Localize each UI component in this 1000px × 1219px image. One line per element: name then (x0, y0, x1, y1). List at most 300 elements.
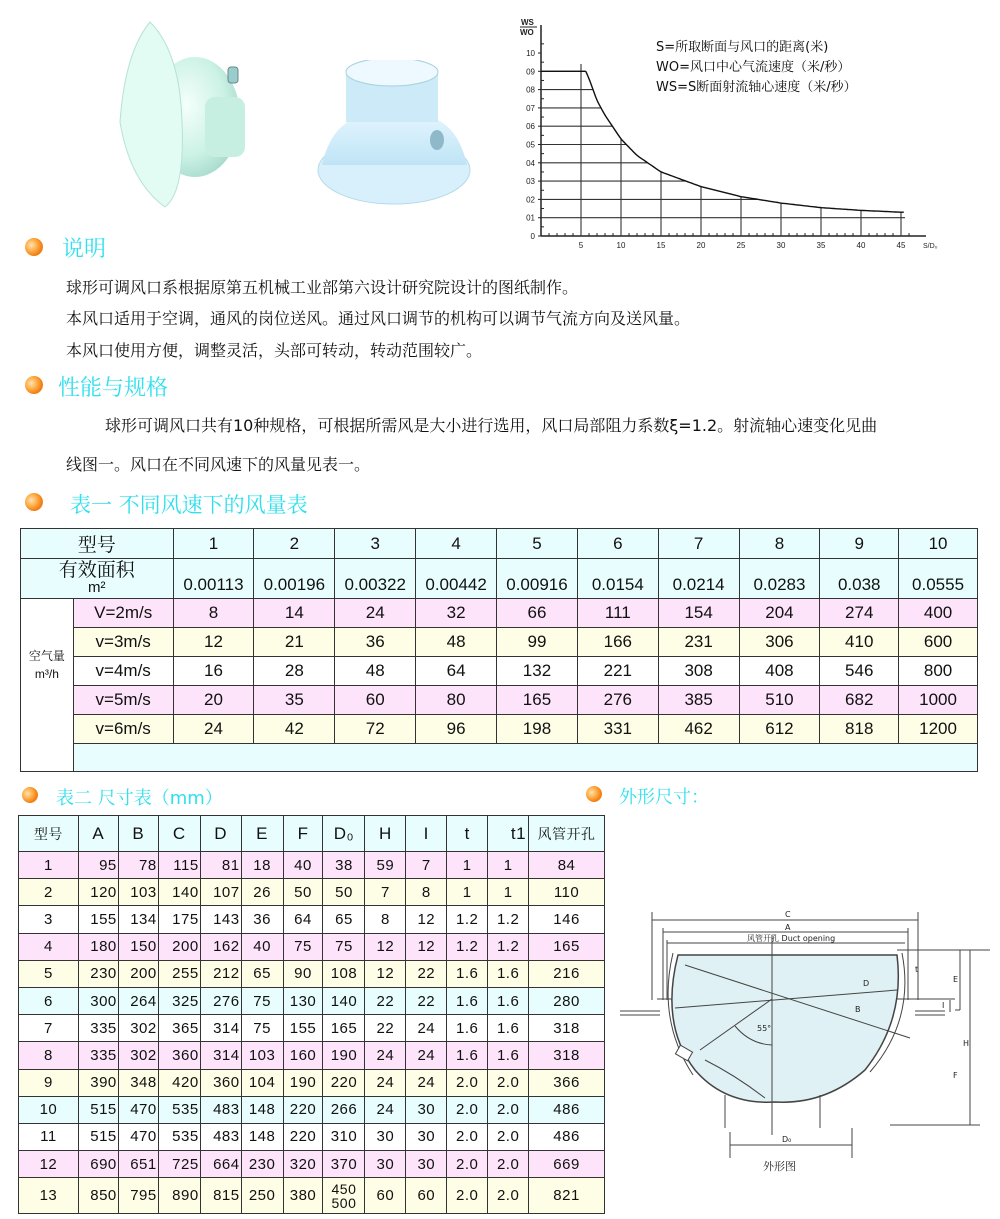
dimension-cell: 314 (200, 1042, 241, 1069)
dimension-cell: 890 (158, 1178, 200, 1214)
airflow-value-cell: 818 (820, 715, 899, 744)
diagram-title: 外形尺寸： (619, 787, 709, 808)
airflow-row (21, 628, 978, 657)
ball-vent-front-photo (312, 60, 472, 210)
dimension-row (19, 1042, 605, 1069)
dimension-cell: 651 (118, 1151, 158, 1178)
model-number-cell: 1 (173, 529, 254, 559)
airflow-row (21, 657, 978, 686)
dimension-cell: 690 (78, 1151, 118, 1178)
dimension-cell: 1 (447, 852, 488, 879)
airflow-value-cell: 166 (577, 628, 658, 657)
dimension-row (19, 852, 605, 879)
y-tick-label: 07 (526, 103, 535, 113)
dimension-cell: 107 (200, 879, 241, 906)
dimension-cell: 486 (529, 1123, 605, 1150)
x-tick-label: 30 (776, 241, 786, 250)
dimension-row (19, 1069, 605, 1096)
dimension-cell: 255 (158, 960, 200, 987)
airflow-value-cell: 36 (335, 628, 416, 657)
effective-area-cell: 0.00196 (254, 559, 335, 599)
effective-area-cell: 0.0214 (658, 559, 739, 599)
airflow-value-cell: 231 (658, 628, 739, 657)
airflow-value-cell: 35 (254, 686, 335, 715)
area-label-cell (21, 559, 174, 599)
orange-bullet-icon (25, 238, 43, 256)
dim-label-d0: D₀ (782, 1135, 792, 1144)
dimension-cell: 335 (78, 1042, 118, 1069)
dim-label-b: B (855, 1005, 861, 1014)
dimension-cell: 30 (406, 1096, 447, 1123)
drawing-caption: 外形图 (763, 1160, 796, 1173)
airflow-value-cell: 8 (173, 599, 254, 628)
dimension-cell: 1.6 (447, 1015, 488, 1042)
y-tick-label: 05 (526, 140, 535, 150)
y-tick-label: 02 (526, 195, 535, 205)
effective-area-cell: 0.0154 (577, 559, 658, 599)
dimension-row (19, 987, 605, 1014)
dimension-cell: 230 (78, 960, 118, 987)
dimension-cell: 8 (365, 906, 406, 933)
dimension-cell: 30 (406, 1123, 447, 1150)
dimension-cell: 821 (529, 1178, 605, 1214)
dimension-cell: 2.0 (488, 1151, 529, 1178)
model-number-cell: 2 (254, 529, 335, 559)
airflow-value-cell: 546 (820, 657, 899, 686)
orange-bullet-icon (586, 786, 602, 802)
model-cell: 8 (19, 1042, 79, 1069)
dimension-cell: 1.6 (447, 987, 488, 1014)
dimension-cell: 7 (365, 879, 406, 906)
dimension-cell: 1 (488, 879, 529, 906)
dimension-cell: 669 (529, 1151, 605, 1178)
airflow-value-cell: 612 (739, 715, 820, 744)
dimension-cell: 130 (283, 987, 323, 1014)
dimension-cell: 2.0 (488, 1096, 529, 1123)
dim-label-h: H (963, 1039, 970, 1048)
effective-area-cell: 0.038 (820, 559, 899, 599)
dimension-cell: 75 (323, 933, 365, 960)
y-tick-label: 08 (526, 85, 535, 95)
dimension-row (19, 879, 605, 906)
dimension-cell: 64 (283, 906, 323, 933)
dimension-cell: 216 (529, 960, 605, 987)
x-tick-label: 5 (578, 241, 584, 250)
dimension-cell: 95 (78, 852, 118, 879)
model-number-cell: 5 (497, 529, 578, 559)
airflow-value-cell: 24 (173, 715, 254, 744)
airflow-value-cell: 60 (335, 686, 416, 715)
dimension-cell: 318 (529, 1042, 605, 1069)
dimension-cell: 12 (365, 933, 406, 960)
x-tick-label: 40 (856, 241, 866, 250)
dim-label-f: F (953, 1071, 958, 1080)
column-header: 型号 (19, 816, 79, 852)
dimension-cell: 2.0 (447, 1178, 488, 1214)
dimension-cell: 280 (529, 987, 605, 1014)
model-cell: 9 (19, 1069, 79, 1096)
dimension-cell: 110 (529, 879, 605, 906)
y-tick-label: 06 (526, 122, 535, 132)
dimension-cell: 140 (158, 879, 200, 906)
airflow-value-cell: 221 (577, 657, 658, 686)
dimension-cell: 483 (200, 1096, 241, 1123)
dimension-cell: 1.6 (488, 987, 529, 1014)
dim-label-c: C (785, 910, 791, 919)
dimension-cell: 420 (158, 1069, 200, 1096)
column-header: C (158, 816, 200, 852)
dimension-cell: 155 (283, 1015, 323, 1042)
dimension-cell: 160 (283, 1042, 323, 1069)
dimension-cell: 40 (283, 852, 323, 879)
dimension-cell: 148 (241, 1123, 283, 1150)
dim-label-duct-opening: 风管开孔 Duct opening (747, 934, 836, 943)
orange-bullet-icon (25, 493, 43, 511)
dimension-cell: 470 (118, 1123, 158, 1150)
dimension-cell: 162 (200, 933, 241, 960)
y-tick-label: 09 (526, 67, 535, 77)
dimension-cell: 1.2 (488, 906, 529, 933)
dimension-cell: 24 (365, 1069, 406, 1096)
dimension-cell: 65 (323, 906, 365, 933)
airflow-value-cell: 800 (899, 657, 978, 686)
dimension-cell: 148 (241, 1096, 283, 1123)
y-tick-label: 10 (526, 49, 535, 58)
dimension-cell: 795 (118, 1178, 158, 1214)
dimension-cell: 75 (241, 1015, 283, 1042)
table1-blank-row (21, 744, 978, 772)
table2-header-row (19, 816, 605, 852)
chart-legend-s: S=所取断面与风口的距离(米) (656, 40, 829, 55)
dimension-cell: 535 (158, 1123, 200, 1150)
airflow-value-cell: 80 (416, 686, 497, 715)
dimension-cell: 220 (283, 1123, 323, 1150)
dimension-cell: 450 500 (323, 1178, 365, 1214)
dimension-cell: 81 (200, 852, 241, 879)
effective-area-cell: 0.00113 (173, 559, 254, 599)
dimension-cell: 200 (118, 960, 158, 987)
dim-label-i: I (942, 1001, 945, 1010)
dimension-row (19, 1096, 605, 1123)
dimension-cell: 320 (283, 1151, 323, 1178)
dimension-cell: 65 (241, 960, 283, 987)
dimension-cell: 75 (283, 933, 323, 960)
effective-area-cell: 0.00322 (335, 559, 416, 599)
airflow-value-cell: 198 (497, 715, 578, 744)
dimension-cell: 120 (78, 879, 118, 906)
dimension-cell: 2.0 (447, 1096, 488, 1123)
y-tick-label: 0 (530, 232, 535, 241)
airflow-value-cell: 28 (254, 657, 335, 686)
y-tick-label: 01 (526, 213, 535, 223)
area-label: 有效面积 (58, 558, 135, 581)
dimension-cell: 78 (118, 852, 158, 879)
x-tick-label: 10 (616, 241, 626, 250)
y-axis-label-numerator: WS (521, 18, 534, 27)
dimension-cell: 2.0 (447, 1069, 488, 1096)
model-cell: 5 (19, 960, 79, 987)
dimension-cell: 1 (488, 852, 529, 879)
dimension-cell: 366 (529, 1069, 605, 1096)
dimension-cell: 325 (158, 987, 200, 1014)
dimension-cell: 115 (158, 852, 200, 879)
dimension-cell: 725 (158, 1151, 200, 1178)
dimension-cell: 2.0 (488, 1123, 529, 1150)
dimension-cell: 1 (447, 879, 488, 906)
column-header: D₀ (323, 816, 365, 852)
table1-title: 表一 不同风速下的风量表 (70, 493, 308, 517)
dimension-cell: 664 (200, 1151, 241, 1178)
dimension-cell: 24 (406, 1042, 447, 1069)
airflow-value-cell: 48 (416, 628, 497, 657)
dimension-cell: 60 (406, 1178, 447, 1214)
dimension-cell: 36 (241, 906, 283, 933)
dimension-cell: 302 (118, 1042, 158, 1069)
dimension-cell: 302 (118, 1015, 158, 1042)
column-header: 风管开孔 (529, 816, 605, 852)
airflow-value-cell: 14 (254, 599, 335, 628)
dimension-cell: 318 (529, 1015, 605, 1042)
column-header: I (406, 816, 447, 852)
dimension-cell: 360 (200, 1069, 241, 1096)
dimension-cell: 314 (200, 1015, 241, 1042)
dimension-cell: 22 (365, 987, 406, 1014)
column-header: H (365, 816, 406, 852)
model-number-cell: 3 (335, 529, 416, 559)
effective-area-cell: 0.00442 (416, 559, 497, 599)
airflow-value-cell: 274 (820, 599, 899, 628)
model-number-cell: 4 (416, 529, 497, 559)
dimension-cell: 515 (78, 1096, 118, 1123)
airflow-value-cell: 99 (497, 628, 578, 657)
dimension-cell: 483 (200, 1123, 241, 1150)
dimension-cell: 266 (323, 1096, 365, 1123)
dimension-cell: 155 (78, 906, 118, 933)
dimension-cell: 1.6 (488, 1042, 529, 1069)
dimension-cell: 1.6 (447, 1042, 488, 1069)
airflow-value-cell: 306 (739, 628, 820, 657)
dimension-cell: 146 (529, 906, 605, 933)
model-number-cell: 9 (820, 529, 899, 559)
dimension-cell: 200 (158, 933, 200, 960)
dim-label-e: E (953, 975, 959, 984)
dimension-cell: 84 (529, 852, 605, 879)
velocity-label: v=6m/s (73, 715, 173, 744)
model-cell: 2 (19, 879, 79, 906)
column-header: t1 (488, 816, 529, 852)
airflow-value-cell: 96 (416, 715, 497, 744)
dimension-cell: 850 (78, 1178, 118, 1214)
model-cell: 6 (19, 987, 79, 1014)
section-title-specs: 性能与规格 (58, 376, 169, 401)
dimension-cell: 59 (365, 852, 406, 879)
ball-vent-side-photo (110, 12, 250, 212)
dimension-cell: 165 (323, 1015, 365, 1042)
airflow-value-cell: 24 (335, 599, 416, 628)
model-cell: 4 (19, 933, 79, 960)
dimension-cell: 2.0 (447, 1123, 488, 1150)
airflow-label: 空气量 (28, 649, 65, 663)
airflow-value-cell: 165 (497, 686, 578, 715)
airflow-value-cell: 400 (899, 599, 978, 628)
column-header: F (283, 816, 323, 852)
dimension-cell: 140 (323, 987, 365, 1014)
dimension-cell: 370 (323, 1151, 365, 1178)
dimension-cell: 1.2 (447, 906, 488, 933)
dimension-cell: 175 (158, 906, 200, 933)
dimension-cell: 143 (200, 906, 241, 933)
airflow-value-cell: 111 (577, 599, 658, 628)
specs-line: 球形可调风口共有10种规格，可根据所需风是大小进行选用，风口局部阻力系数ξ=1.2。射流轴心速变化见曲 (105, 416, 878, 435)
effective-area-cell: 0.0283 (739, 559, 820, 599)
dimension-cell: 22 (406, 987, 447, 1014)
description-line: 球形可调风口系根据原第五机械工业部第六设计研究院设计的图纸制作。 (66, 278, 579, 297)
description-line: 本风口适用于空调，通风的岗位送风。通过风口调节的机构可以调节气流方向及送风量。 (66, 309, 691, 328)
column-header: D (200, 816, 241, 852)
airflow-row (21, 686, 978, 715)
dimension-cell: 150 (118, 933, 158, 960)
dimension-cell: 515 (78, 1123, 118, 1150)
y-axis-label-denominator: WO (520, 28, 534, 37)
dimension-cell: 1.6 (488, 1015, 529, 1042)
dimension-cell: 365 (158, 1015, 200, 1042)
dimension-cell: 190 (283, 1069, 323, 1096)
column-header: E (241, 816, 283, 852)
airflow-value-cell: 331 (577, 715, 658, 744)
dimension-cell: 220 (323, 1069, 365, 1096)
dimension-cell: 2.0 (447, 1151, 488, 1178)
airflow-value-cell: 42 (254, 715, 335, 744)
description-line: 本风口使用方便，调整灵活，头部可转动，转动范围较广。 (66, 341, 483, 360)
dimension-cell: 60 (365, 1178, 406, 1214)
velocity-label: v=3m/s (73, 628, 173, 657)
airflow-value-cell: 462 (658, 715, 739, 744)
column-header: t (447, 816, 488, 852)
dimension-cell: 1.6 (447, 960, 488, 987)
angle-label: 55° (757, 1024, 772, 1033)
dimension-cell: 24 (406, 1015, 447, 1042)
dimension-cell: 310 (323, 1123, 365, 1150)
model-label: 型号 (21, 529, 174, 559)
dimension-cell: 180 (78, 933, 118, 960)
dimension-cell: 348 (118, 1069, 158, 1096)
table2-title: 表二 尺寸表（mm） (56, 788, 223, 809)
dimension-cell: 103 (118, 879, 158, 906)
dimension-cell: 30 (365, 1123, 406, 1150)
dimension-cell: 390 (78, 1069, 118, 1096)
column-header: B (118, 816, 158, 852)
dimension-cell: 230 (241, 1151, 283, 1178)
dimension-cell: 134 (118, 906, 158, 933)
section-title-description: 说明 (62, 237, 107, 262)
chart-legend-wo: WO=风口中心气流速度（米/秒） (656, 60, 851, 75)
airflow-value-cell: 32 (416, 599, 497, 628)
dimension-cell: 380 (283, 1178, 323, 1214)
airflow-value-cell: 308 (658, 657, 739, 686)
dimension-cell: 50 (323, 879, 365, 906)
airflow-value-cell: 48 (335, 657, 416, 686)
dimension-row (19, 1151, 605, 1178)
model-cell: 13 (19, 1178, 79, 1214)
model-cell: 12 (19, 1151, 79, 1178)
dimension-cell: 470 (118, 1096, 158, 1123)
dimension-cell: 26 (241, 879, 283, 906)
x-tick-label: 20 (696, 241, 706, 250)
dim-label-d: D (863, 979, 870, 988)
outline-dimension-drawing (615, 900, 990, 1180)
dim-label-a: A (785, 923, 791, 932)
x-tick-label: 25 (736, 241, 746, 250)
effective-area-cell: 0.0555 (899, 559, 978, 599)
model-number-cell: 6 (577, 529, 658, 559)
airflow-value-cell: 16 (173, 657, 254, 686)
dimension-cell: 300 (78, 987, 118, 1014)
x-axis-label: S/D₀ (923, 243, 938, 250)
airflow-table (20, 528, 978, 772)
airflow-value-cell: 1000 (899, 686, 978, 715)
dimension-cell: 22 (365, 1015, 406, 1042)
dimension-cell: 75 (241, 987, 283, 1014)
model-number-cell: 10 (899, 529, 978, 559)
dimension-cell: 90 (283, 960, 323, 987)
dimension-cell: 12 (406, 933, 447, 960)
airflow-value-cell: 66 (497, 599, 578, 628)
dimension-cell: 815 (200, 1178, 241, 1214)
dimension-cell: 30 (365, 1151, 406, 1178)
airflow-value-cell: 1200 (899, 715, 978, 744)
x-tick-label: 35 (816, 241, 826, 250)
airflow-value-cell: 12 (173, 628, 254, 657)
airflow-value-cell: 276 (577, 686, 658, 715)
velocity-label: v=5m/s (73, 686, 173, 715)
x-tick-label: 45 (896, 241, 906, 250)
y-tick-label: 04 (526, 158, 535, 168)
dimension-cell: 220 (283, 1096, 323, 1123)
dimension-row (19, 960, 605, 987)
airflow-value-cell: 408 (739, 657, 820, 686)
airflow-value-cell: 385 (658, 686, 739, 715)
dimension-cell: 12 (406, 906, 447, 933)
dimension-cell: 7 (406, 852, 447, 879)
dimension-cell: 276 (200, 987, 241, 1014)
airflow-row (21, 599, 978, 628)
dimension-cell: 264 (118, 987, 158, 1014)
airflow-value-cell: 21 (254, 628, 335, 657)
dimension-cell: 360 (158, 1042, 200, 1069)
dim-label-t: t (915, 965, 919, 974)
dimension-row (19, 1015, 605, 1042)
airflow-value-cell: 64 (416, 657, 497, 686)
dimension-cell: 24 (365, 1042, 406, 1069)
dimension-cell: 104 (241, 1069, 283, 1096)
model-cell: 3 (19, 906, 79, 933)
airflow-value-cell: 132 (497, 657, 578, 686)
orange-bullet-icon (22, 787, 38, 803)
table1-blank-cell (73, 744, 977, 772)
dimension-cell: 1.2 (447, 933, 488, 960)
dimension-cell: 24 (406, 1069, 447, 1096)
dimension-cell: 250 (241, 1178, 283, 1214)
area-unit: m² (88, 578, 106, 596)
model-number-cell: 7 (658, 529, 739, 559)
dimension-cell: 30 (406, 1151, 447, 1178)
model-cell: 10 (19, 1096, 79, 1123)
specs-line: 线图一。风口在不同风速下的风量见表一。 (66, 455, 371, 474)
airflow-unit: m³/h (34, 667, 59, 681)
dimension-cell: 1.2 (488, 933, 529, 960)
dimension-cell: 108 (323, 960, 365, 987)
dimension-cell: 165 (529, 933, 605, 960)
